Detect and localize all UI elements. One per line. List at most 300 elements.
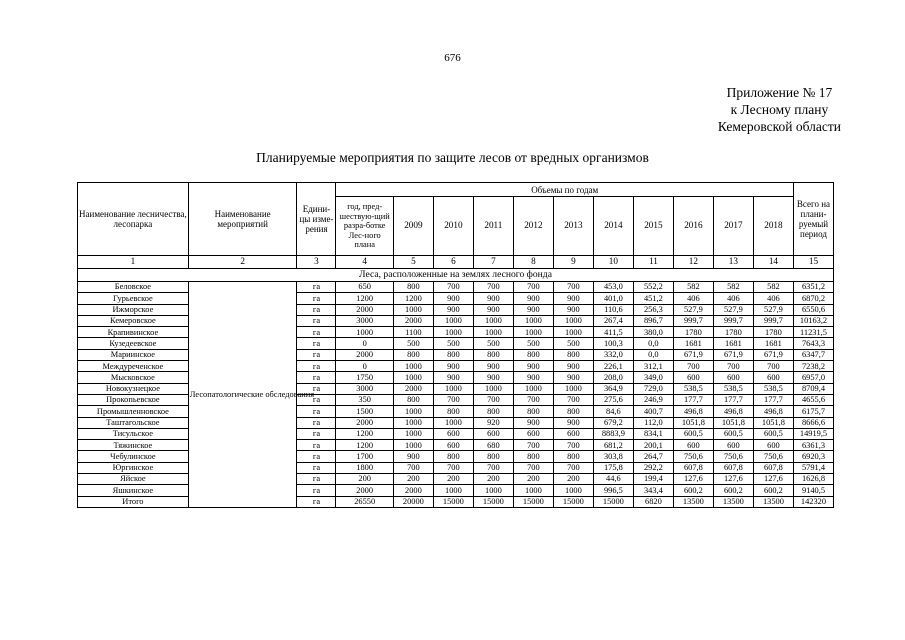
value-cell: 451,2 bbox=[633, 293, 673, 304]
value-cell: 3000 bbox=[336, 315, 393, 326]
value-cell: 349,0 bbox=[633, 372, 673, 383]
forestry-name: Юргинское bbox=[78, 462, 189, 473]
header-forestry: Наименование лесничества, лесопарка bbox=[78, 183, 189, 256]
value-cell: 1100 bbox=[393, 327, 433, 338]
value-cell: 2000 bbox=[336, 349, 393, 360]
value-cell: 700 bbox=[393, 462, 433, 473]
header-year-2012: 2012 bbox=[513, 197, 553, 256]
value-cell: 600 bbox=[553, 428, 593, 439]
value-cell: 500 bbox=[433, 338, 473, 349]
value-cell: 900 bbox=[553, 372, 593, 383]
value-cell: 1000 bbox=[473, 315, 513, 326]
unit-cell: га bbox=[297, 462, 336, 473]
value-cell: 1000 bbox=[513, 485, 553, 496]
value-cell: 110,6 bbox=[593, 304, 633, 315]
unit-cell: га bbox=[297, 406, 336, 417]
value-cell: 1000 bbox=[336, 327, 393, 338]
value-cell: 900 bbox=[433, 304, 473, 315]
column-number: 3 bbox=[297, 256, 336, 269]
value-cell: 200 bbox=[433, 474, 473, 485]
value-cell: 411,5 bbox=[593, 327, 633, 338]
unit-cell: га bbox=[297, 327, 336, 338]
value-cell: 750,6 bbox=[673, 451, 713, 462]
value-cell: 200 bbox=[336, 474, 393, 485]
forestry-name: Промышленновское bbox=[78, 406, 189, 417]
value-cell: 900 bbox=[513, 417, 553, 428]
unit-cell: га bbox=[297, 485, 336, 496]
value-cell: 1000 bbox=[433, 417, 473, 428]
value-cell: 800 bbox=[553, 406, 593, 417]
column-number: 13 bbox=[713, 256, 753, 269]
header-year-2013: 2013 bbox=[553, 197, 593, 256]
forestry-name: Мысковское bbox=[78, 372, 189, 383]
value-cell: 500 bbox=[393, 338, 433, 349]
value-cell: 1500 bbox=[336, 406, 393, 417]
value-cell: 127,6 bbox=[713, 474, 753, 485]
value-cell: 500 bbox=[513, 338, 553, 349]
value-cell: 800 bbox=[513, 349, 553, 360]
value-cell: 2000 bbox=[336, 304, 393, 315]
header-year-2016: 2016 bbox=[673, 197, 713, 256]
total-cell: 6351,2 bbox=[793, 282, 833, 293]
value-cell: 1681 bbox=[753, 338, 793, 349]
column-number: 15 bbox=[793, 256, 833, 269]
value-cell: 3000 bbox=[336, 383, 393, 394]
column-number: 2 bbox=[188, 256, 297, 269]
column-number: 1 bbox=[78, 256, 189, 269]
value-cell: 600 bbox=[713, 440, 753, 451]
header-volumes: Объемы по годам bbox=[336, 183, 794, 197]
value-cell: 600,5 bbox=[753, 428, 793, 439]
unit-cell: га bbox=[297, 372, 336, 383]
column-number: 11 bbox=[633, 256, 673, 269]
value-cell: 600,2 bbox=[673, 485, 713, 496]
value-cell: 256,3 bbox=[633, 304, 673, 315]
forestry-name: Мариинское bbox=[78, 349, 189, 360]
value-cell: 267,4 bbox=[593, 315, 633, 326]
value-cell: 1000 bbox=[513, 383, 553, 394]
value-cell: 2000 bbox=[393, 315, 433, 326]
column-number: 7 bbox=[473, 256, 513, 269]
value-cell: 681,2 bbox=[593, 440, 633, 451]
page-number: 676 bbox=[444, 52, 461, 64]
total-cell: 6361,3 bbox=[793, 440, 833, 451]
value-cell: 303,8 bbox=[593, 451, 633, 462]
value-cell: 552,2 bbox=[633, 282, 673, 293]
value-cell: 2000 bbox=[393, 485, 433, 496]
value-cell: 600,2 bbox=[753, 485, 793, 496]
value-cell: 1800 bbox=[336, 462, 393, 473]
unit-cell: га bbox=[297, 304, 336, 315]
forestry-name: Кемеровское bbox=[78, 315, 189, 326]
value-cell: 800 bbox=[433, 451, 473, 462]
value-cell: 800 bbox=[433, 349, 473, 360]
header-prev-year: год, пред-шествую-щий разра-ботке Лес-ного плана bbox=[336, 197, 393, 256]
value-cell: 600 bbox=[753, 440, 793, 451]
forestry-name: Таштагольское bbox=[78, 417, 189, 428]
unit-cell: га bbox=[297, 349, 336, 360]
unit-cell: га bbox=[297, 417, 336, 428]
value-cell: 538,5 bbox=[713, 383, 753, 394]
value-cell: 84,6 bbox=[593, 406, 633, 417]
value-cell: 900 bbox=[433, 293, 473, 304]
value-cell: 343,4 bbox=[633, 485, 673, 496]
value-cell: 700 bbox=[713, 361, 753, 372]
forestry-name: Крапивинское bbox=[78, 327, 189, 338]
value-cell: 20000 bbox=[393, 496, 433, 507]
value-cell: 600 bbox=[753, 372, 793, 383]
value-cell: 671,9 bbox=[713, 349, 753, 360]
value-cell: 700 bbox=[473, 282, 513, 293]
header-total: Всего на плани-руемый период bbox=[793, 183, 833, 256]
unit-cell: га bbox=[297, 282, 336, 293]
value-cell: 8883,9 bbox=[593, 428, 633, 439]
value-cell: 700 bbox=[553, 282, 593, 293]
column-number: 5 bbox=[393, 256, 433, 269]
value-cell: 2000 bbox=[393, 383, 433, 394]
header-year-2014: 2014 bbox=[593, 197, 633, 256]
forestry-name: Тисульское bbox=[78, 428, 189, 439]
value-cell: 0 bbox=[336, 361, 393, 372]
value-cell: 607,8 bbox=[673, 462, 713, 473]
value-cell: 600,2 bbox=[713, 485, 753, 496]
value-cell: 900 bbox=[513, 372, 553, 383]
value-cell: 538,5 bbox=[753, 383, 793, 394]
unit-cell: га bbox=[297, 428, 336, 439]
value-cell: 1051,8 bbox=[673, 417, 713, 428]
value-cell: 199,4 bbox=[633, 474, 673, 485]
value-cell: 582 bbox=[673, 282, 713, 293]
value-cell: 600,5 bbox=[673, 428, 713, 439]
value-cell: 1000 bbox=[473, 383, 513, 394]
column-number: 6 bbox=[433, 256, 473, 269]
value-cell: 527,9 bbox=[673, 304, 713, 315]
value-cell: 700 bbox=[553, 440, 593, 451]
total-cell: 6347,7 bbox=[793, 349, 833, 360]
header-year-2010: 2010 bbox=[433, 197, 473, 256]
value-cell: 800 bbox=[473, 451, 513, 462]
value-cell: 15000 bbox=[553, 496, 593, 507]
value-cell: 1200 bbox=[393, 293, 433, 304]
value-cell: 1000 bbox=[553, 327, 593, 338]
unit-cell: га bbox=[297, 451, 336, 462]
total-cell: 11231,5 bbox=[793, 327, 833, 338]
value-cell: 700 bbox=[513, 462, 553, 473]
header-year-2011: 2011 bbox=[473, 197, 513, 256]
value-cell: 200 bbox=[513, 474, 553, 485]
value-cell: 1000 bbox=[393, 372, 433, 383]
value-cell: 538,5 bbox=[673, 383, 713, 394]
unit-cell: га bbox=[297, 496, 336, 507]
total-cell: 6870,2 bbox=[793, 293, 833, 304]
forestry-name: Кузедеевское bbox=[78, 338, 189, 349]
value-cell: 1000 bbox=[513, 315, 553, 326]
value-cell: 1051,8 bbox=[713, 417, 753, 428]
value-cell: 6820 bbox=[633, 496, 673, 507]
unit-cell: га bbox=[297, 361, 336, 372]
value-cell: 900 bbox=[433, 361, 473, 372]
value-cell: 200 bbox=[553, 474, 593, 485]
value-cell: 1681 bbox=[673, 338, 713, 349]
value-cell: 1000 bbox=[553, 485, 593, 496]
value-cell: 1200 bbox=[336, 293, 393, 304]
header-year-2017: 2017 bbox=[713, 197, 753, 256]
value-cell: 800 bbox=[393, 282, 433, 293]
value-cell: 800 bbox=[473, 406, 513, 417]
value-cell: 332,0 bbox=[593, 349, 633, 360]
total-cell: 6957,0 bbox=[793, 372, 833, 383]
value-cell: 900 bbox=[553, 361, 593, 372]
value-cell: 175,8 bbox=[593, 462, 633, 473]
value-cell: 582 bbox=[713, 282, 753, 293]
total-cell: 4655,6 bbox=[793, 394, 833, 405]
unit-cell: га bbox=[297, 315, 336, 326]
forestry-name: Яйское bbox=[78, 474, 189, 485]
value-cell: 1000 bbox=[393, 304, 433, 315]
value-cell: 1200 bbox=[336, 428, 393, 439]
document-title: Планируемые мероприятия по защите лесов от вредных организмов bbox=[256, 150, 649, 165]
value-cell: 496,8 bbox=[673, 406, 713, 417]
value-cell: 700 bbox=[433, 394, 473, 405]
value-cell: 700 bbox=[553, 462, 593, 473]
value-cell: 600 bbox=[673, 440, 713, 451]
value-cell: 1700 bbox=[336, 451, 393, 462]
value-cell: 671,9 bbox=[753, 349, 793, 360]
value-cell: 1200 bbox=[336, 440, 393, 451]
value-cell: 13500 bbox=[673, 496, 713, 507]
value-cell: 0,0 bbox=[633, 338, 673, 349]
value-cell: 1750 bbox=[336, 372, 393, 383]
value-cell: 350 bbox=[336, 394, 393, 405]
value-cell: 453,0 bbox=[593, 282, 633, 293]
value-cell: 600,5 bbox=[713, 428, 753, 439]
value-cell: 1000 bbox=[433, 327, 473, 338]
value-cell: 13500 bbox=[713, 496, 753, 507]
value-cell: 406 bbox=[673, 293, 713, 304]
unit-cell: га bbox=[297, 394, 336, 405]
value-cell: 900 bbox=[473, 372, 513, 383]
value-cell: 44,6 bbox=[593, 474, 633, 485]
value-cell: 700 bbox=[753, 361, 793, 372]
value-cell: 15000 bbox=[433, 496, 473, 507]
value-cell: 312,1 bbox=[633, 361, 673, 372]
value-cell: 920 bbox=[473, 417, 513, 428]
header-unit: Едини-цы изме-рения bbox=[297, 183, 336, 256]
total-cell: 10163,2 bbox=[793, 315, 833, 326]
total-cell: 5791,4 bbox=[793, 462, 833, 473]
value-cell: 1780 bbox=[713, 327, 753, 338]
total-cell: 14919,5 bbox=[793, 428, 833, 439]
unit-cell: га bbox=[297, 440, 336, 451]
value-cell: 112,0 bbox=[633, 417, 673, 428]
value-cell: 600 bbox=[473, 428, 513, 439]
value-cell: 607,8 bbox=[753, 462, 793, 473]
value-cell: 2000 bbox=[336, 485, 393, 496]
activity-name: Лесопатологические обследования bbox=[188, 282, 297, 508]
value-cell: 1000 bbox=[433, 383, 473, 394]
value-cell: 1000 bbox=[433, 315, 473, 326]
value-cell: 750,6 bbox=[753, 451, 793, 462]
value-cell: 671,9 bbox=[673, 349, 713, 360]
value-cell: 999,7 bbox=[713, 315, 753, 326]
value-cell: 496,8 bbox=[753, 406, 793, 417]
value-cell: 800 bbox=[553, 451, 593, 462]
value-cell: 600 bbox=[433, 428, 473, 439]
value-cell: 999,7 bbox=[673, 315, 713, 326]
value-cell: 292,2 bbox=[633, 462, 673, 473]
appendix-line-1: Приложение № 17 bbox=[726, 85, 833, 100]
forestry-name: Итого bbox=[78, 496, 189, 507]
value-cell: 527,9 bbox=[753, 304, 793, 315]
value-cell: 800 bbox=[393, 349, 433, 360]
value-cell: 750,6 bbox=[713, 451, 753, 462]
forestry-name: Ижморское bbox=[78, 304, 189, 315]
value-cell: 680 bbox=[473, 440, 513, 451]
column-number: 9 bbox=[553, 256, 593, 269]
value-cell: 1780 bbox=[673, 327, 713, 338]
value-cell: 996,5 bbox=[593, 485, 633, 496]
value-cell: 900 bbox=[393, 451, 433, 462]
value-cell: 500 bbox=[553, 338, 593, 349]
value-cell: 900 bbox=[553, 417, 593, 428]
total-cell: 7238,2 bbox=[793, 361, 833, 372]
appendix-caption bbox=[718, 84, 841, 135]
value-cell: 900 bbox=[553, 293, 593, 304]
column-number: 10 bbox=[593, 256, 633, 269]
value-cell: 1681 bbox=[713, 338, 753, 349]
value-cell: 900 bbox=[513, 361, 553, 372]
value-cell: 527,9 bbox=[713, 304, 753, 315]
value-cell: 1000 bbox=[433, 485, 473, 496]
value-cell: 401,0 bbox=[593, 293, 633, 304]
value-cell: 1000 bbox=[553, 315, 593, 326]
value-cell: 406 bbox=[753, 293, 793, 304]
column-number: 4 bbox=[336, 256, 393, 269]
value-cell: 900 bbox=[473, 361, 513, 372]
forestry-name: Беловское bbox=[78, 282, 189, 293]
unit-cell: га bbox=[297, 338, 336, 349]
value-cell: 406 bbox=[713, 293, 753, 304]
value-cell: 496,8 bbox=[713, 406, 753, 417]
value-cell: 380,0 bbox=[633, 327, 673, 338]
header-year-2015: 2015 bbox=[633, 197, 673, 256]
value-cell: 600 bbox=[433, 440, 473, 451]
value-cell: 800 bbox=[433, 406, 473, 417]
value-cell: 729,0 bbox=[633, 383, 673, 394]
value-cell: 1000 bbox=[393, 361, 433, 372]
value-cell: 700 bbox=[473, 462, 513, 473]
column-number: 14 bbox=[753, 256, 793, 269]
value-cell: 679,2 bbox=[593, 417, 633, 428]
total-cell: 7643,3 bbox=[793, 338, 833, 349]
appendix-line-2: к Лесному плану bbox=[730, 102, 829, 117]
value-cell: 900 bbox=[553, 304, 593, 315]
value-cell: 1000 bbox=[553, 383, 593, 394]
value-cell: 800 bbox=[553, 349, 593, 360]
value-cell: 900 bbox=[513, 304, 553, 315]
forestry-name: Чебулинское bbox=[78, 451, 189, 462]
value-cell: 177,7 bbox=[753, 394, 793, 405]
value-cell: 700 bbox=[513, 282, 553, 293]
value-cell: 226,1 bbox=[593, 361, 633, 372]
value-cell: 1000 bbox=[393, 428, 433, 439]
forestry-name: Тяжинское bbox=[78, 440, 189, 451]
value-cell: 400,7 bbox=[633, 406, 673, 417]
value-cell: 700 bbox=[473, 394, 513, 405]
value-cell: 834,1 bbox=[633, 428, 673, 439]
value-cell: 900 bbox=[513, 293, 553, 304]
forestry-name: Междуреченское bbox=[78, 361, 189, 372]
header-year-2018: 2018 bbox=[753, 197, 793, 256]
value-cell: 999,7 bbox=[753, 315, 793, 326]
value-cell: 800 bbox=[393, 394, 433, 405]
value-cell: 700 bbox=[433, 282, 473, 293]
value-cell: 650 bbox=[336, 282, 393, 293]
total-cell: 8666,6 bbox=[793, 417, 833, 428]
section-title: Леса, расположенные на землях лесного фонда bbox=[78, 269, 834, 282]
value-cell: 200,1 bbox=[633, 440, 673, 451]
value-cell: 582 bbox=[753, 282, 793, 293]
total-cell: 6920,3 bbox=[793, 451, 833, 462]
value-cell: 700 bbox=[513, 394, 553, 405]
value-cell: 15000 bbox=[593, 496, 633, 507]
header-activity: Наименование мероприятий bbox=[188, 183, 297, 256]
column-number: 8 bbox=[513, 256, 553, 269]
column-number: 12 bbox=[673, 256, 713, 269]
value-cell: 15000 bbox=[473, 496, 513, 507]
value-cell: 246,9 bbox=[633, 394, 673, 405]
value-cell: 1000 bbox=[393, 440, 433, 451]
value-cell: 177,7 bbox=[713, 394, 753, 405]
unit-cell: га bbox=[297, 293, 336, 304]
total-cell: 8709,4 bbox=[793, 383, 833, 394]
value-cell: 1000 bbox=[393, 406, 433, 417]
total-cell: 9140,5 bbox=[793, 485, 833, 496]
value-cell: 26550 bbox=[336, 496, 393, 507]
forestry-name: Прокопьевское bbox=[78, 394, 189, 405]
value-cell: 127,6 bbox=[753, 474, 793, 485]
value-cell: 1051,8 bbox=[753, 417, 793, 428]
unit-cell: га bbox=[297, 383, 336, 394]
value-cell: 177,7 bbox=[673, 394, 713, 405]
value-cell: 1000 bbox=[513, 327, 553, 338]
total-cell: 1626,8 bbox=[793, 474, 833, 485]
table-row bbox=[78, 282, 834, 293]
total-cell: 6175,7 bbox=[793, 406, 833, 417]
value-cell: 0 bbox=[336, 338, 393, 349]
value-cell: 100,3 bbox=[593, 338, 633, 349]
appendix-line-3: Кемеровской области bbox=[717, 119, 841, 134]
value-cell: 500 bbox=[473, 338, 513, 349]
value-cell: 1780 bbox=[753, 327, 793, 338]
total-cell: 142320 bbox=[793, 496, 833, 507]
value-cell: 896,7 bbox=[633, 315, 673, 326]
forestry-name: Яшкинское bbox=[78, 485, 189, 496]
value-cell: 200 bbox=[473, 474, 513, 485]
value-cell: 208,0 bbox=[593, 372, 633, 383]
value-cell: 1000 bbox=[473, 327, 513, 338]
value-cell: 800 bbox=[513, 406, 553, 417]
value-cell: 800 bbox=[513, 451, 553, 462]
value-cell: 127,6 bbox=[673, 474, 713, 485]
measures-table bbox=[77, 182, 834, 508]
value-cell: 2000 bbox=[336, 417, 393, 428]
value-cell: 700 bbox=[673, 361, 713, 372]
value-cell: 607,8 bbox=[713, 462, 753, 473]
value-cell: 600 bbox=[713, 372, 753, 383]
value-cell: 264,7 bbox=[633, 451, 673, 462]
value-cell: 600 bbox=[513, 428, 553, 439]
